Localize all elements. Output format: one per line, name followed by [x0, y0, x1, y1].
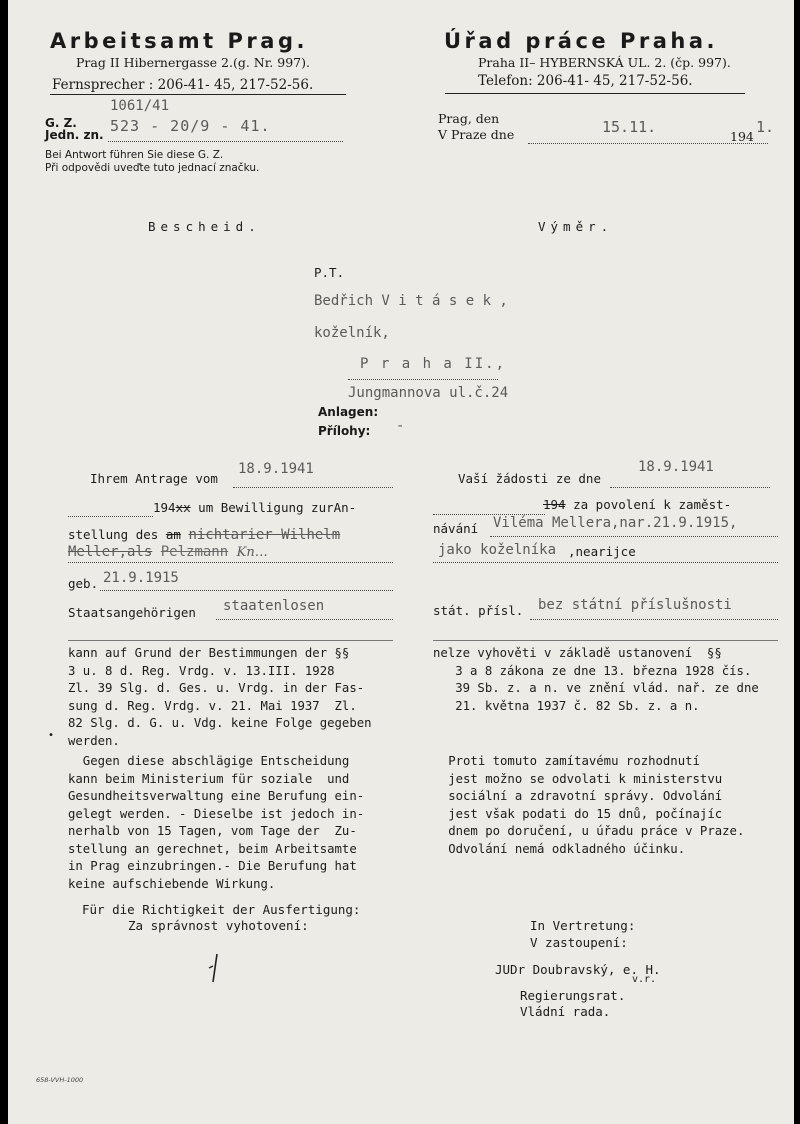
right-line4-dotline [433, 562, 778, 563]
left-line3-label: stellung des [68, 527, 159, 542]
right-request-dotline [610, 487, 770, 488]
recipient-city: P r a h a II., [360, 356, 507, 372]
office-phone-de: Fernsprecher : 206-41- 45, 217-52-56. [52, 77, 314, 93]
recipient-salutation: P.T. [314, 265, 345, 280]
left-line4 [68, 544, 268, 560]
signature-line-de: In Vertretung: [530, 918, 636, 933]
recipient-name: Bedřich V i t á s e k , [314, 293, 508, 309]
office-phone-cz: Telefon: 206-41- 45, 217-52-56. [478, 73, 693, 89]
right-request-label: Vaší žádosti ze dne [458, 471, 601, 486]
document-page [8, 0, 794, 1124]
handwritten-mark [203, 950, 233, 990]
right-appeal-text: Proti tomuto zamítavému rozhodnutí jest možno se odvolati k ministerstvu sociální a zdravotní správy. Odvolání jest však podati do 15 dnů, počínajíc dnem po doručení, u úřadu práce v Praze. Odvolání nemá odkladného účinku. [448, 754, 745, 856]
header-rule-de [50, 94, 346, 95]
signatory-title-de: Regierungsrat. [520, 988, 626, 1003]
right-line2-struck: 194 [543, 497, 566, 512]
left-line4-value: Meller,als [68, 544, 153, 560]
office-title-cz: Úřad práce Praha. [444, 29, 719, 53]
recipient-occupation: koželník, [314, 325, 390, 341]
heading-cz: Výměr. [538, 219, 614, 234]
date-year-suffix: 1. [756, 118, 775, 136]
left-line2-rest: um Bewilligung zurAn- [198, 500, 357, 515]
left-line4-struck: Pelzmann [160, 544, 229, 560]
left-line2-typed: 194 [153, 500, 176, 515]
reference-number-top: 1061/41 [110, 98, 170, 114]
left-line2-struck: xx [175, 500, 191, 515]
citizenship-label-cz: stát. přísl. [433, 603, 524, 618]
right-line4-value: jako koželníka [438, 542, 557, 558]
right-decision-text: nelze vyhověti v základě ustanovení §§ 3 a 8 zákona ze dne 13. března 1928 čís. 39 Sb. z. a n. ve znění vlád. nař. ze dne 21. května 1937 č. 82 Sb. z. a n. [433, 646, 759, 713]
left-decision-text: kann auf Grund der Bestimmungen der §§ 3 u. 8 d. Reg. Vrdg. v. 13.III. 1928 Zl. 39 Slg. d. Ges. u. Vrdg. in der Fas- sung d. Reg. Vrdg. v. 21. Mai 1937 Zl. 82 Slg. d. G. u. Vdg. keine Folge gegeben werden. [68, 646, 372, 748]
right-line3-value: Viléma Mellera,nar.21.9.1915, [493, 515, 738, 531]
right-separator [433, 640, 778, 641]
right-line2 [543, 497, 731, 512]
date-label-cz: V Praze dne [438, 127, 515, 142]
date-label-de: Prag, den [438, 111, 500, 126]
recipient-city-underline [348, 379, 498, 380]
reference-number: 523 - 20/9 - 41. [110, 117, 271, 135]
office-address-cz: Praha II– HYBERNSKÁ UL. 2. (čp. 997). [478, 55, 731, 70]
signatory-name: JUDr Doubravský, e. H. [495, 962, 661, 977]
correctness-label-de: Für die Richtigkeit der Ausfertigung: [82, 902, 361, 917]
date-dotline [528, 143, 768, 144]
citizenship-dotline-de [216, 619, 393, 620]
form-code: 658-VVH-1000 [36, 1076, 84, 1084]
office-address-de: Prag II Hibernergasse 2.(g. Nr. 997). [76, 55, 310, 70]
attachments-label-de: Anlagen: [318, 405, 379, 419]
left-line3-struck: am [165, 527, 181, 542]
left-appeal-text: Gegen diese abschlägige Entscheidung kann beim Ministerium für soziale und Gesundheitsverwaltung eine Berufung ein- gelegt werden. - Dieselbe ist jedoch in- nerhalb von 15 Tagen, vom Tage der Zu- stellung an gerechnet, beim Arbeitsamte in Prag einzubringen.- Die Berufung hat keine aufschiebende Wirkung. [68, 754, 365, 891]
left-line3 [68, 527, 340, 543]
left-line3-value: nichtarier Wilhelm [188, 527, 341, 543]
signatory-vr: v.r. [632, 974, 657, 985]
heading-de: Bescheid. [148, 219, 261, 234]
left-request-date: 18.9.1941 [238, 461, 314, 477]
left-line4-scribble: Kn… [236, 545, 268, 560]
signature-line-cz: V zastoupení: [530, 935, 628, 950]
reference-dotline [108, 141, 343, 142]
birth-value: 21.9.1915 [103, 570, 179, 586]
office-title-de: Arbeitsamt Prag. [50, 29, 308, 53]
left-line2 [153, 500, 356, 515]
header-rule-cz [445, 93, 745, 94]
jedn-label: Jedn. zn. [45, 128, 104, 142]
reference-note-de: Bei Antwort führen Sie diese G. Z. [45, 149, 224, 161]
correctness-label-cz: Za správnost vyhotovení: [128, 918, 309, 933]
citizenship-dotline-cz [530, 619, 778, 620]
signatory-title-cz: Vládní rada. [520, 1004, 611, 1019]
right-line4-rest: ,nearijce [568, 544, 636, 559]
right-request-date: 18.9.1941 [638, 459, 714, 475]
birth-dotline [100, 590, 393, 591]
margin-mark: • [48, 730, 55, 741]
right-line2-rest: za povolení k zaměst- [573, 497, 732, 512]
left-request-label: Ihrem Antrage vom [90, 471, 218, 486]
citizenship-value-cz: bez státní příslušnosti [538, 597, 732, 613]
left-request-dotline [233, 487, 393, 488]
citizenship-value-de: staatenlosen [223, 598, 325, 614]
date-year-prefix: 194 [730, 129, 754, 144]
left-separator [68, 640, 393, 641]
recipient-street: Jungmannova ul.č.24 [348, 385, 509, 401]
attachments-value: - [396, 418, 405, 434]
left-line2-dotline [68, 516, 153, 517]
right-line3-label: návání [433, 521, 479, 536]
right-line3-dotline [490, 536, 778, 537]
attachments-label-cz: Přílohy: [318, 424, 371, 438]
gz-label: G. Z. [45, 116, 77, 130]
reference-note-cz: Při odpovědi uveďte tuto jednací značku. [45, 162, 260, 174]
date-value: 15.11. [602, 118, 657, 136]
birth-label: geb. [68, 576, 99, 591]
citizenship-label-de: Staatsangehörigen [68, 605, 196, 620]
left-line4-dotline [68, 562, 393, 563]
